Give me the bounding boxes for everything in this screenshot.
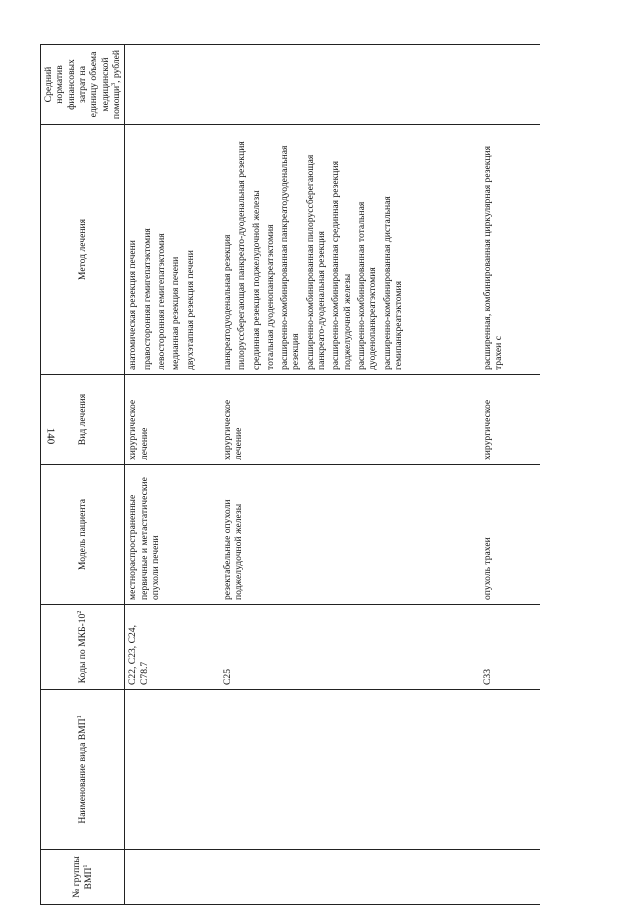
method-item: анатомическая резекция печени xyxy=(127,240,139,370)
header-method: Метод лечения xyxy=(41,125,125,375)
type-cell: хирургическое лечение xyxy=(220,375,480,465)
method-item: расширенно-комбинированная пилоруссберегающая панкреато-дуоденальная резекция xyxy=(304,154,328,370)
method-item: медианная резекция печени xyxy=(170,256,182,370)
model-cell: резектабельные опухоли поджелудочной железы xyxy=(220,465,480,605)
method-cell xyxy=(220,125,480,375)
page-number: 140 xyxy=(44,427,57,445)
method-item: правосторонняя гемигепатэктомия xyxy=(141,228,153,370)
type-cell: хирургическое лечение xyxy=(125,375,220,465)
method-item: двухэтапная резекция печени xyxy=(184,250,196,370)
table-row xyxy=(480,45,540,905)
header-name: Наименование вида ВМП$^1$ xyxy=(41,690,125,850)
type-cell: хирургическое xyxy=(480,375,540,465)
method-item: пилоруссберегающая панкреато-дуоденальная резекция xyxy=(236,141,248,370)
model-cell: местнораспространенные первичные и метастатические опухоли печени xyxy=(125,465,220,605)
table-row xyxy=(220,45,480,905)
method-item: расширенно-комбинированная дистальная гемипанкреатэктомия xyxy=(381,196,404,370)
method-item: панкреатодуоденальная резекция xyxy=(221,234,233,370)
codes-cell: C33 xyxy=(480,605,540,690)
codes-cell: C25 xyxy=(220,605,480,690)
header-row xyxy=(41,45,125,905)
header-cost: Средний норматив финансовых затрат на единицу объема медицинской помощи$^3$, рублей xyxy=(41,45,125,125)
model-cell: опухоль трахеи xyxy=(480,465,540,605)
method-cell xyxy=(125,125,220,375)
vmp-table xyxy=(40,44,540,905)
method-item: расширенно-комбинированная срединная резекция поджелудочной железы xyxy=(330,161,353,370)
table-row xyxy=(125,45,220,905)
header-codes: Коды по МКБ-$10^2$ xyxy=(41,605,125,690)
method-item: расширенная, комбинированная циркулярная резекция трахеи с xyxy=(481,145,505,370)
method-item: левосторонняя гемигепатэктомия xyxy=(156,233,167,370)
codes-cell: C22, C23, C24, C78.7 xyxy=(125,605,220,690)
header-type: Вид лечения xyxy=(41,375,125,465)
header-model: Модель пациента xyxy=(41,465,125,605)
method-item: расширенно-комбинированная тотальная дуоденопанкреатэктомия xyxy=(356,201,379,370)
method-cell xyxy=(480,125,540,375)
method-item: срединная резекция поджелудочной железы xyxy=(250,190,262,370)
method-item: тотальная дуоденопанкреатэктомия xyxy=(264,224,276,370)
rotated-table-page xyxy=(40,45,615,905)
method-item: расширенно-комбинированная панкреатодуоденальная резекция xyxy=(279,145,302,370)
header-num: № группы ВМП$^1$ xyxy=(41,850,125,905)
